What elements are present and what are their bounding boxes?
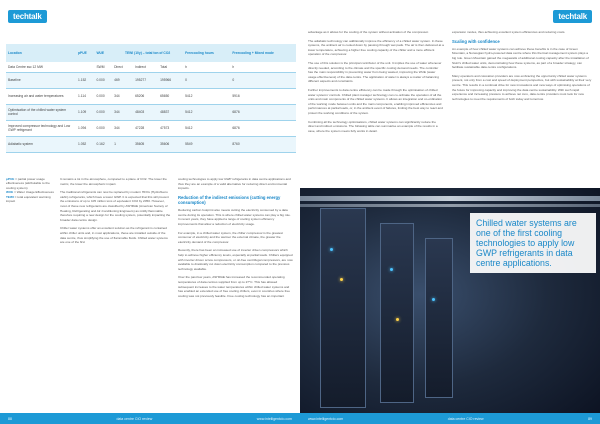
table-row xyxy=(6,72,296,88)
table-cell: 0.000 xyxy=(94,104,112,120)
table-row xyxy=(6,136,296,152)
table-cell: Direct xyxy=(112,62,133,72)
website-link[interactable]: www.intelligentcio.com xyxy=(256,416,292,421)
table-cell: 0 xyxy=(230,72,296,88)
table-cell: 5412 xyxy=(183,88,230,104)
table-cell: 48837 xyxy=(158,104,183,120)
glossary-term: TEWI xyxy=(6,194,14,199)
paragraph: The use of this solution is the principal contributor of the unit. It implies the use of water whenever directly needed, according to the climate and the specific cooling demand needs. The controller has the main responsibility in preventing water from being wasted, improving the WUE (water usage effectiveness) of the data centre. The application of water is always a matter of balancing different aspects and constraints. xyxy=(308,60,442,84)
table-cell: 5549 xyxy=(183,136,230,152)
table-header-cell: TEWI (10y) – total ton of CO2 xyxy=(112,44,183,62)
table-cell: 1.052 xyxy=(76,136,94,152)
table-cell: Improved compressor technology and Low GWP refrigerant xyxy=(6,120,76,136)
paragraph: Chiller water systems offer an excellent solution as the refrigerant is contained within chiller units and, in most applications, these are installed outside of the data centre, thus simplifying the use of flammable fluids. Chilled water systems are one of the first xyxy=(60,226,168,245)
table-cell: Indirect xyxy=(133,62,158,72)
glossary-def: = Water Usage Effectiveness xyxy=(13,190,54,195)
table-cell: 195966 xyxy=(158,72,183,88)
table-cell: 5916 xyxy=(230,88,296,104)
pull-quote: Chilled water systems are one of the first cooling technologies to apply low GWP refrigerants in data centre applications. xyxy=(470,213,596,273)
magazine-name: data centre CIO review xyxy=(447,416,484,421)
status-light xyxy=(340,278,343,281)
table-cell: 0.162 xyxy=(94,136,112,152)
table-cell: SWM xyxy=(94,62,112,72)
table-cell: Total xyxy=(158,62,183,72)
left-column-1 xyxy=(60,177,172,249)
paragraph: Combining all the technology optimisations, chilled water systems can significantly reduce the direct and indirect emissions. The following table can summarise an example of the results in a case, where the system meets fully works in detail. xyxy=(308,119,438,133)
table-cell: 344 xyxy=(112,104,133,120)
table-header-row xyxy=(6,44,296,62)
paragraph: The traditional refrigerants can now be replaced by modern HFOs (Hydrofluoro olefin) refrigerants, which have a lower GWP. It is expected that this will prevent the emissions of up to 105 million tons of equivalent CO2 by 2050. However, most of these new refrigerants are classified by ASHRAE (American Society of Heating, Refrigerating and Air-Conditioning Engineers) as mildly flammable therefore requiring a new design for the cooling system, potentially impacting the broader data centre design. xyxy=(60,190,171,222)
paragraph: The adiabatic technology can additionally improve the efficiency of a chilled water system. In these systems, the ambient air is cooled down by passing through wet pads. The air is then delivered at a lower temperature, achieving a higher free cooling capacity of the chiller and a more efficient operation of the compressor. xyxy=(308,38,444,57)
table-cell: Data Centre ssc 12 MW xyxy=(6,62,76,72)
table-cell: 1 xyxy=(112,136,133,152)
status-light xyxy=(396,318,399,321)
status-light xyxy=(432,298,435,301)
paragraph: expansion modes, thus achieving excellent system efficiencies and reducing costs. xyxy=(452,30,566,34)
table-cell: 0.000 xyxy=(94,120,112,136)
techtalk-logo: techtalk xyxy=(8,10,47,23)
table-row xyxy=(6,120,296,136)
page-number: 89 xyxy=(588,416,592,421)
table-cell: Increasing air and water temperatures xyxy=(6,88,76,104)
table-cell: 0.000 xyxy=(94,72,112,88)
right-page xyxy=(300,0,600,424)
table-cell: 35605 xyxy=(133,136,158,152)
status-light xyxy=(390,268,393,271)
rack-shape xyxy=(380,223,414,403)
glossary-def: = partial power usage effectiveness (attributable to the cooling system) xyxy=(6,177,50,190)
left-column-2 xyxy=(178,177,294,302)
table-row xyxy=(6,104,296,120)
table-cell: 65206 xyxy=(133,88,158,104)
table-row xyxy=(6,62,296,72)
table-cell: 8760 xyxy=(230,136,296,152)
table-cell: 65650 xyxy=(158,88,183,104)
table-cell: 195277 xyxy=(133,72,158,88)
paragraph: Recently, there has been an increased use of inverter driven compressors which help to achieve higher efficiency levels, especially at partial loads. Chillers equipped with inverter driven screw compressors, or oil-free centrifugal compressors, are now available to drastically cut down electricity consumption compared to the previous technology available. xyxy=(178,248,293,271)
table-cell: h xyxy=(183,62,230,72)
section-heading: Scaling with confidence xyxy=(452,38,500,44)
paragraph: For example, in a chilled water system, the chiller compressor is the greatest consumer of electricity and the warmer the external climate, the greater the electricity demand of the compressor. xyxy=(178,230,283,244)
paragraph: Many operators and colocation providers are now embracing the opportunity chilled water systems present, not only from a cost and speed of deployment perspective, but with sustainability at their very centre. This results in a continual drive for new innovations and new ways of optimising operations of the future for improving capacity and improving the data centre sustainability. With such rapid experience and increasing pressure to achieve net zero, data centre providers must look for new technologies to meet the requirements of both today and tomorrow. xyxy=(452,73,592,101)
table-cell: 1.152 xyxy=(76,72,94,88)
magazine-name: data centre CIO review xyxy=(116,416,153,421)
table-cell: 47228 xyxy=(133,120,158,136)
rack-shape xyxy=(320,208,366,408)
paragraph: An example of how chilled water systems can achieve these benefits is in the case of Green Mountain, a Norwegian hydro-powered data centre where this thermal management system plays a big role. Green Mountain gained the megawatts of additional cooling capacity after the installation of Stulz's chilled water units, demonstrating how these systems, as part of a broader strategy, can facilitate sustainable data centre configurations. xyxy=(452,46,589,70)
table-cell: 6876 xyxy=(230,104,296,120)
table-cell: 35606 xyxy=(158,136,183,152)
table-cell: 344 xyxy=(112,120,133,136)
table-cell: 6876 xyxy=(230,120,296,136)
paragraph: advantage as it allows for the cooling of the system without activation of the compressor. xyxy=(308,30,429,34)
paragraph: Further improvements to data centre efficiency can be made through the optimisation of chilled water systems' controls. Chilled plant manager technology can co-ordinate the operation of all the units and main components of the chilled water systems. It allows an integration and co-ordination of the working mode between units and the main components, enabling improved efficiencies and performances at partial loads, or, in the ambient event of failures, limiting the best way to react and protect the working conditions of the system. xyxy=(308,87,443,115)
paragraph: It remains a lot in the atmosphere, compared to a plane of CO2. The lower the metric, the lower the atmospheric impact. xyxy=(60,177,167,186)
footer-right xyxy=(300,413,600,424)
table-cell: 344 xyxy=(112,88,133,104)
table-cell: h xyxy=(230,62,296,72)
table-header-cell: Location xyxy=(6,44,76,62)
glossary-term: WUE xyxy=(6,190,14,195)
table-cell: 5412 xyxy=(183,120,230,136)
footer-left xyxy=(0,413,300,424)
techtalk-logo: techtalk xyxy=(553,10,592,23)
table-cell: 1.114 xyxy=(76,88,94,104)
table-row xyxy=(6,88,296,104)
table-cell: Optimisation of the chilled water system control xyxy=(6,104,76,120)
glossary-def: = total equivalent warming impact xyxy=(6,194,51,204)
table-header-cell: Freecooling hours xyxy=(183,44,230,62)
table-cell: 47573 xyxy=(158,120,183,136)
table-cell: 1.094 xyxy=(76,120,94,136)
paragraph: Over the past few years, ASHRAE has increased the recommended operating temperatures of data centres supplied from up to 27°C. This has allowed subsequent increases to the water temperatures within chilled water systems and has enabled an extended use of free cooling chillers, even in countries where free cooling was not previously feasible. Free cooling technology has an important xyxy=(178,275,290,298)
table-cell: Adiabatic system xyxy=(6,136,76,152)
table-header-cell: Freecooling + Mixed mode xyxy=(230,44,296,62)
table-header-cell: pPUE xyxy=(76,44,94,62)
pipe-shape xyxy=(300,204,600,207)
table-cell: 48403 xyxy=(133,104,158,120)
table-cell xyxy=(76,62,94,72)
results-table xyxy=(6,44,296,153)
section-heading: Reduction of the indirect emissions (cutting energy consumption) xyxy=(178,194,281,205)
paragraph: Reducing carbon footprint also means cutting the electricity consumed by a data centre during its operation. This is where chilled water systems can play a big role. In recent years, they have applied a range of cooling system efficiency improvements that allow a reduction of electricity usage. xyxy=(178,208,291,226)
table-cell: 5412 xyxy=(183,104,230,120)
right-column-1 xyxy=(308,30,444,137)
page-number: 88 xyxy=(8,416,12,421)
rack-shape xyxy=(425,238,453,398)
table-header-cell: WUE xyxy=(94,44,112,62)
table-cell: 469 xyxy=(112,72,133,88)
table-cell: 0.000 xyxy=(94,88,112,104)
website-link[interactable]: www.intelligentcio.com xyxy=(308,416,344,421)
right-column-2 xyxy=(452,30,592,105)
glossary xyxy=(6,177,56,203)
paragraph: cooling technologies to apply low GWP refrigerants in data centre applications and thus they are an example of a valid alternative for reducing direct environmental impacts. xyxy=(178,177,291,191)
pipe-shape xyxy=(300,196,600,201)
table-cell: 1.109 xyxy=(76,104,94,120)
table-cell: 0 xyxy=(183,72,230,88)
status-light xyxy=(330,248,333,251)
glossary-term: pPUE xyxy=(6,177,15,181)
table-cell: Baseline xyxy=(6,72,76,88)
